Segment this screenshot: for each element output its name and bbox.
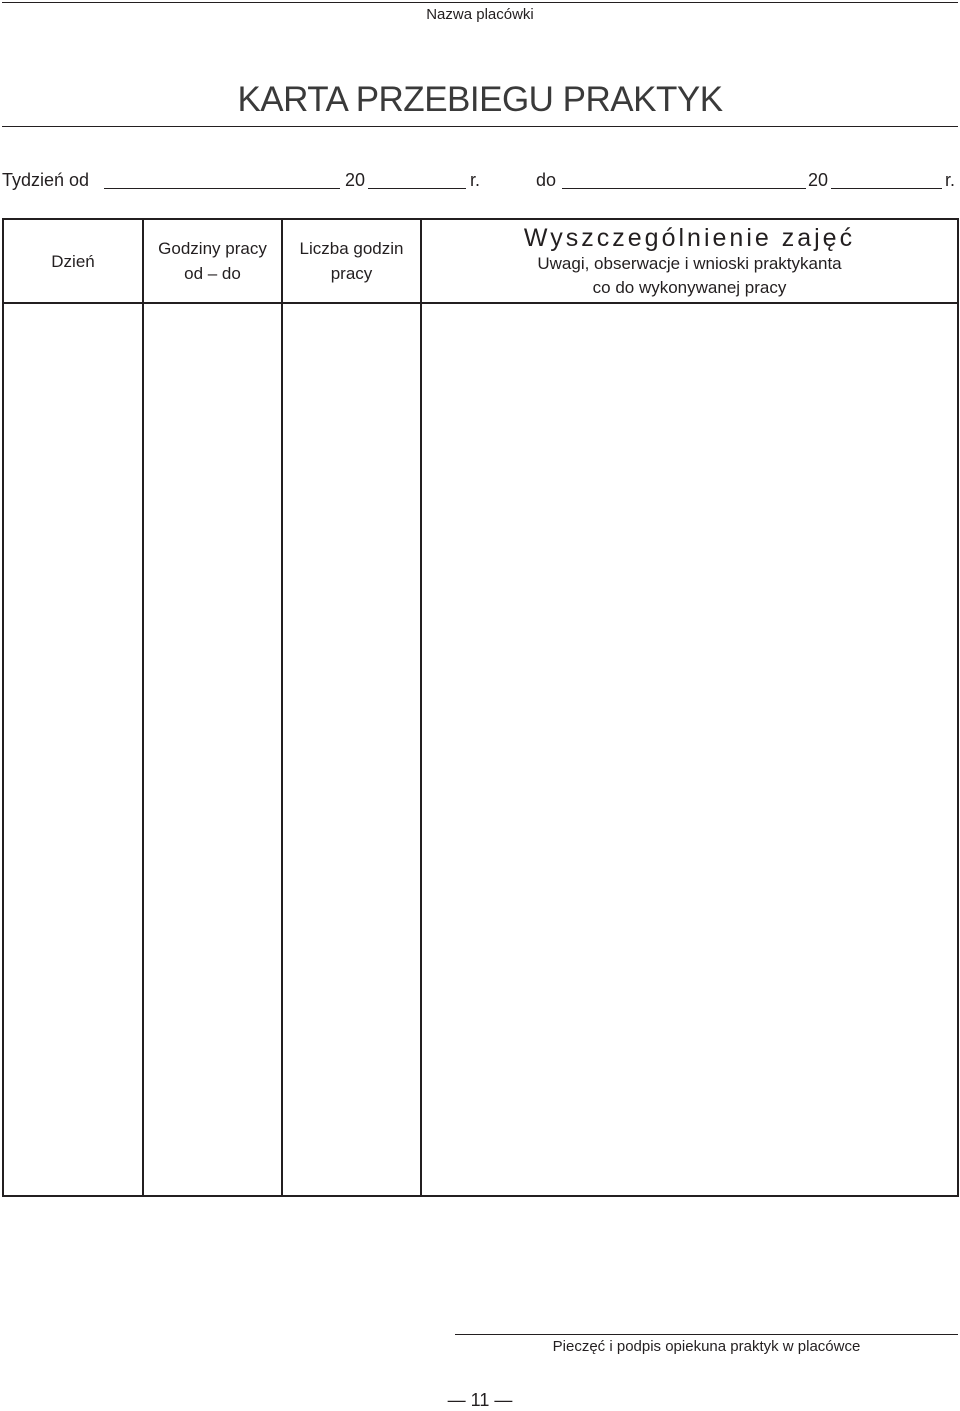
work-hours-cell[interactable]	[143, 303, 282, 1196]
title-rule	[2, 126, 958, 127]
column-header-day: Dzień	[3, 219, 143, 303]
practice-log-table	[2, 218, 959, 1197]
table-header-row	[3, 219, 958, 303]
week-range-row	[0, 170, 960, 194]
activities-subtitle-line-2: co do wykonywanej pracy	[592, 278, 787, 297]
top-rule	[2, 2, 958, 3]
table-body-row	[3, 303, 958, 1196]
column-header-hours-count: Liczba godzin pracy	[282, 219, 421, 303]
page-number: — 11 —	[447, 1390, 513, 1410]
year-prefix-to: 20	[808, 170, 829, 190]
signature-label: Pieczęć i podpis opiekuna praktyk w placówce	[552, 1338, 861, 1355]
year-to-field[interactable]	[831, 188, 942, 189]
year-suffix-from: r.	[470, 170, 481, 190]
column-header-activities	[421, 219, 958, 303]
page-number-value: 11	[470, 1390, 490, 1410]
day-cell[interactable]	[3, 303, 143, 1196]
signature-line[interactable]	[455, 1334, 958, 1335]
activities-cell[interactable]	[421, 303, 958, 1196]
week-to-date-field[interactable]	[562, 188, 806, 189]
week-from-label: Tydzień od	[2, 170, 90, 190]
institution-label: Nazwa placówki	[426, 6, 534, 23]
week-to-label: do	[536, 170, 557, 190]
activities-subtitle-line-1: Uwagi, obserwacje i wnioski praktykanta	[537, 254, 842, 273]
week-from-date-field[interactable]	[104, 188, 340, 189]
year-prefix-from: 20	[345, 170, 366, 190]
page-title: KARTA PRZEBIEGU PRAKTYK	[237, 80, 723, 119]
year-from-field[interactable]	[368, 188, 466, 189]
hours-count-cell[interactable]	[282, 303, 421, 1196]
year-suffix-to: r.	[945, 170, 956, 190]
activities-title: Wyszczególnienie zajęć	[523, 224, 856, 252]
column-header-work-hours: Godziny pracy od – do	[143, 219, 282, 303]
